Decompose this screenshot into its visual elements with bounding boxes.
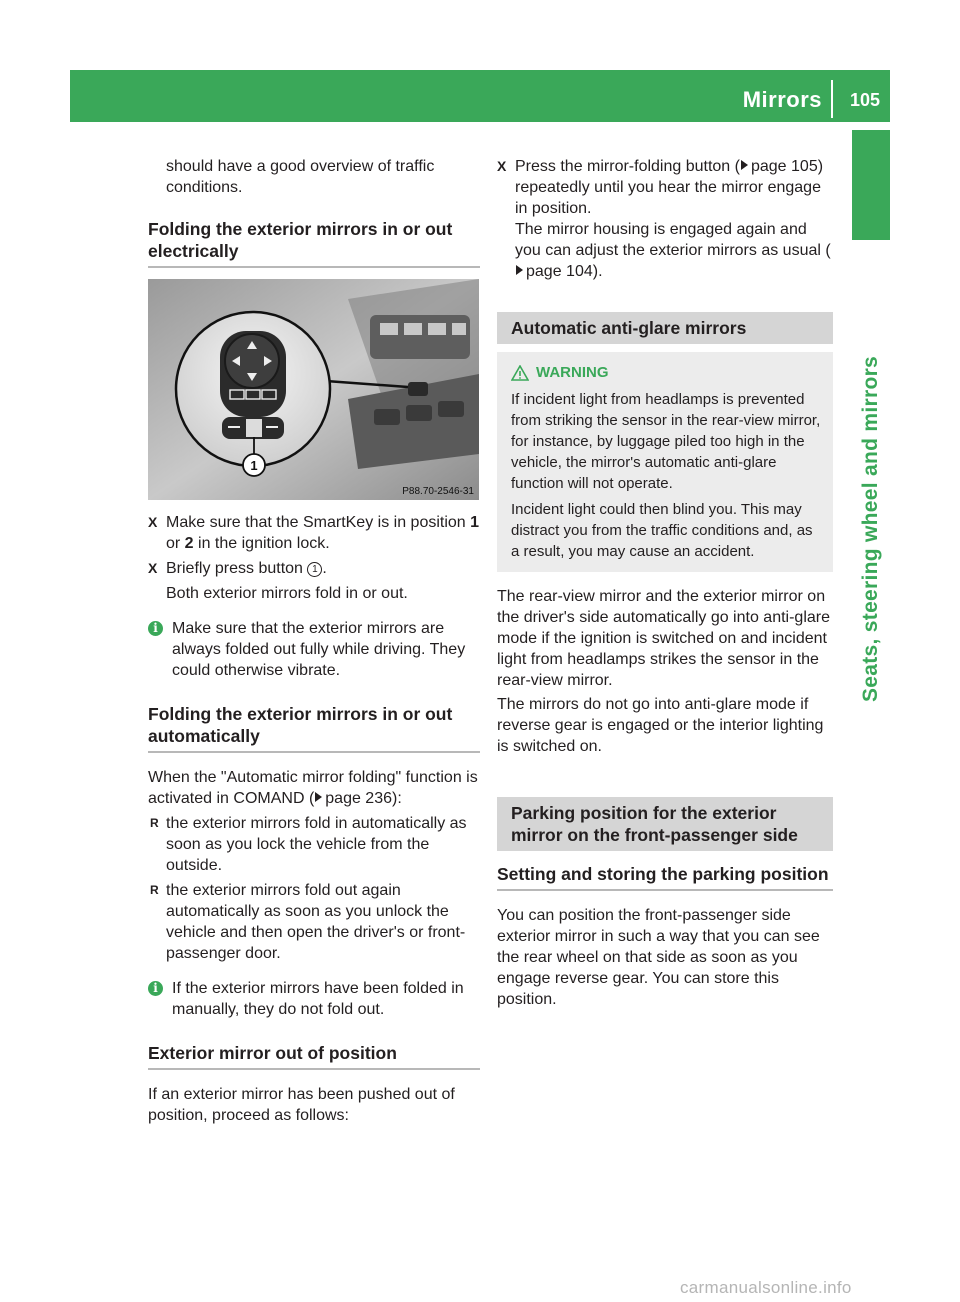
page-ref-arrow-icon [315,792,322,802]
heading-folding-automatically: Folding the exterior mirrors in or out automatically [148,703,480,753]
heading-folding-electrically: Folding the exterior mirrors in or out electrically [148,218,480,268]
info-note-2: i If the exterior mirrors have been folded in manually, they do not fold out. [148,978,480,1020]
housing-engaged-text: The mirror housing is engaged again and you can adjust the exterior mirrors as usual (page 104). [515,221,831,280]
page-header [70,70,890,122]
figure-mirror-switch [148,279,480,500]
heading-parking-position: Parking position for the exterior mirror on the front-passenger side [497,797,833,851]
intro-line-1: should have a good overview of traffic [166,158,435,175]
heading-setting-storing: Setting and storing the parking position [497,863,833,891]
info-note-1: i Make sure that the exterior mirrors are always folded out fully while driving. They could otherwise vibrate. [148,618,480,681]
bullet-fold-in: R the exterior mirrors fold in automatically as soon as you lock the vehicle from the outside. [148,813,480,876]
step-press-button: X Briefly press button 1 . [148,558,480,579]
info-icon: i [148,621,163,636]
result-text: Both exterior mirrors fold in or out. [166,585,408,602]
step-smartkey: X Make sure that the SmartKey is in position 1 or 2 in the ignition lock. [148,512,480,554]
page-ref-arrow-icon [516,265,523,275]
mirror-switch-illustration [148,279,479,500]
warning-triangle-icon [511,365,529,381]
warning-title: WARNING [511,362,821,383]
side-tab-label: Seats, steering wheel and mirrors [859,355,882,702]
header-separator [831,80,833,118]
anti-glare-paragraph-1: The rear-view mirror and the exterior mirror on the driver's side automatically go into anti-glare mode if the ignition is switched on and incident light from headlamps strikes the sensor in the rear-view mirror. [497,588,830,689]
figure-callout-number: 1 [250,458,258,473]
page-number: 105 [849,90,880,110]
page-ref-arrow-icon [741,160,748,170]
callout-1-icon: 1 [307,562,322,577]
info-icon: i [148,981,163,996]
warning-paragraph-1: If incident light from headlamps is prevented from striking the sensor in the rear-view mirror, for instance, by luggage piled too high in the vehicle, the mirror's automatic anti-glare function will not operate. [511,391,821,492]
step-press-folding-button: X Press the mirror-folding button ( page 105) repeatedly until you hear the mirror engage in position. [497,156,833,219]
heading-anti-glare: Automatic anti-glare mirrors [497,312,833,344]
bullet-fold-out: R the exterior mirrors fold out again automatically as soon as you unlock the vehicle and then open the driver's or front-passenger door. [148,880,480,964]
header-title: Mirrors [742,87,822,112]
out-of-position-paragraph: If an exterior mirror has been pushed out of position, proceed as follows: [148,1086,455,1124]
heading-out-of-position: Exterior mirror out of position [148,1042,480,1070]
anti-glare-paragraph-2: The mirrors do not go into anti-glare mode if reverse gear is engaged or the interior lighting is switched on. [497,696,824,755]
intro-line-2: conditions. [166,179,243,196]
right-column [497,156,833,1010]
footer-watermark: carmanualsonline.info [680,1278,852,1297]
figure-code: P88.70-2546-31 [402,486,474,497]
warning-paragraph-2: Incident light could then blind you. This may distract you from the traffic conditions and, as a result, you may cause an accident. [511,501,813,560]
side-tab-marker [852,130,890,240]
warning-box [497,352,833,572]
auto-paragraph: When the "Automatic mirror folding" function is activated in COMAND ( page 236): [148,769,478,807]
left-column [148,156,480,1126]
parking-paragraph: You can position the front-passenger side exterior mirror in such a way that you can see the rear wheel on that side as soon as you engage reverse gear. You can store this position. [497,907,820,1008]
